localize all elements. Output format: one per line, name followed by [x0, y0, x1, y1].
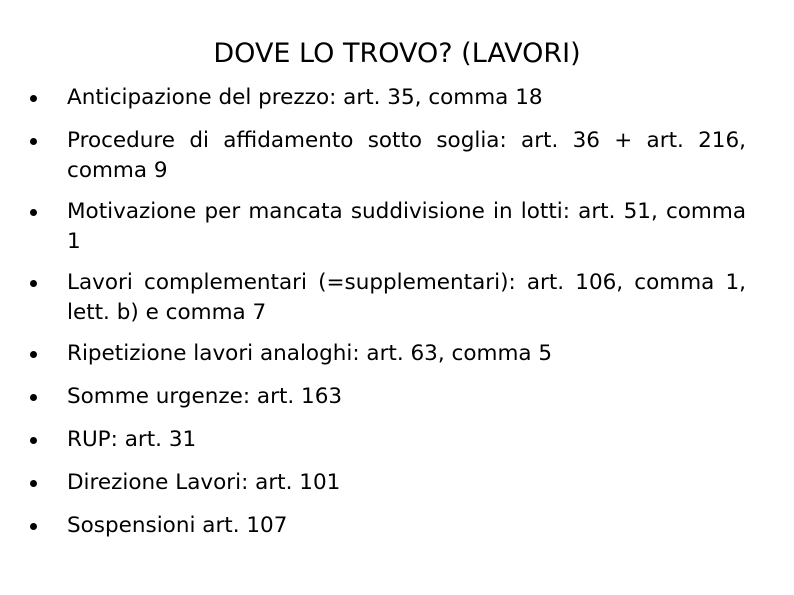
list-item [30, 268, 746, 328]
list-item [30, 339, 746, 369]
bullet-dot-icon [30, 95, 37, 102]
list-item-text: Ripetizione lavori analoghi: art. 63, comma 5 [67, 341, 553, 366]
bullet-dot-icon [30, 138, 37, 145]
bullet-dot-icon [30, 480, 37, 487]
bullet-dot-icon [30, 351, 37, 358]
list-item-text: Motivazione per mancata suddivisione in lotti: art. 51, comma 1 [67, 199, 746, 254]
slide-title: DOVE LO TROVO? (LAVORI) [213, 38, 581, 69]
bullet-list [30, 83, 746, 554]
list-item [30, 197, 746, 257]
list-item-text: Lavori complementari (=supplementari): art. 106, comma 1, lett. b) e comma 7 [67, 270, 746, 325]
list-item-text: RUP: art. 31 [67, 427, 197, 452]
list-item-text: Anticipazione del prezzo: art. 35, comma 18 [67, 85, 543, 110]
list-item [30, 425, 746, 455]
list-item [30, 468, 746, 498]
list-item [30, 126, 746, 186]
list-item-text: Somme urgenze: art. 163 [67, 384, 343, 409]
bullet-dot-icon [30, 280, 37, 287]
list-item [30, 511, 746, 541]
bullet-dot-icon [30, 523, 37, 530]
bullet-dot-icon [30, 437, 37, 444]
list-item [30, 83, 746, 113]
list-item-text: Sospensioni art. 107 [67, 513, 288, 538]
list-item-text: Procedure di affidamento sotto soglia: art. 36 + art. 216, comma 9 [67, 128, 746, 183]
list-item [30, 382, 746, 412]
bullet-dot-icon [30, 394, 37, 401]
list-item-text: Direzione Lavori: art. 101 [67, 470, 341, 495]
bullet-dot-icon [30, 209, 37, 216]
